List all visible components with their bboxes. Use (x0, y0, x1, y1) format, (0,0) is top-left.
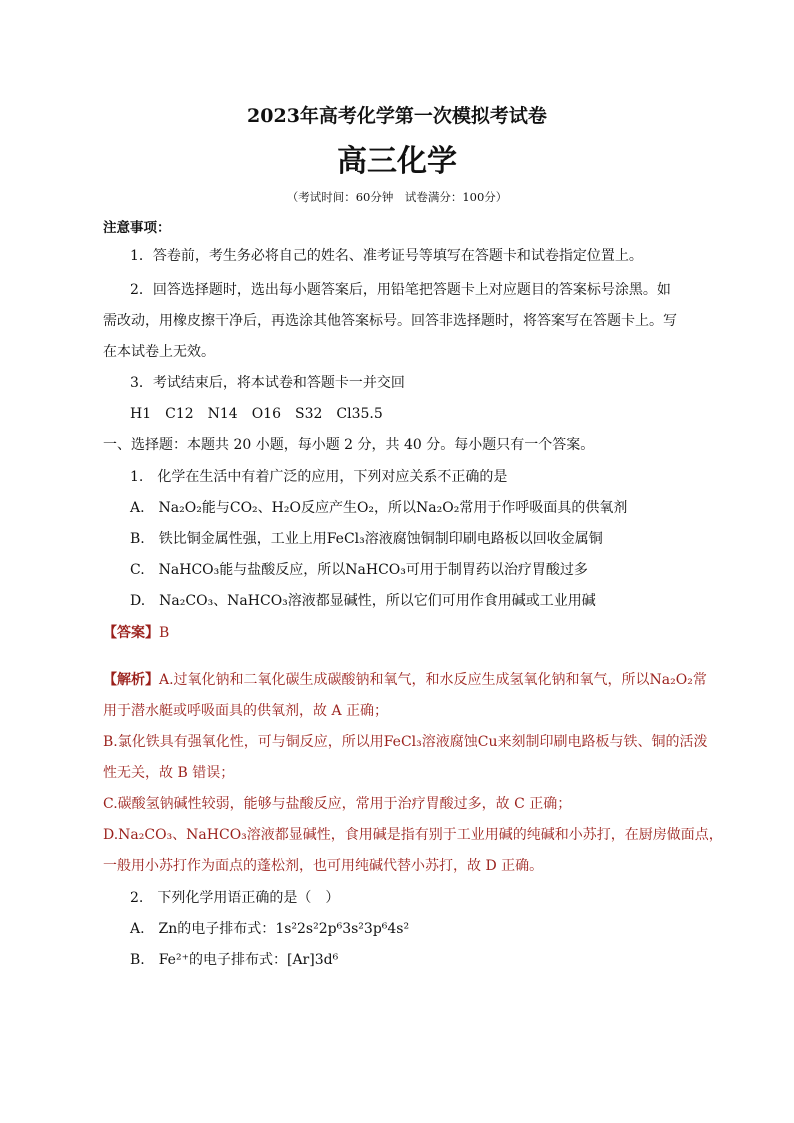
q1-analysis-c: C.碳酸氢钠碱性较弱，能够与盐酸反应，常用于治疗胃酸过多，故 C 正确； (103, 796, 572, 812)
q1-option-a: A. Na₂O₂能与CO₂、H₂O反应产生O₂，所以Na₂O₂常用于作呼吸面具的供氧剂 (130, 500, 628, 516)
q1-analysis-a (103, 670, 707, 690)
q1-option-b: B. 铁比铜金属性强，工业上用FeCl₃溶液腐蚀铜制印刷电路板以回收金属铜 (130, 531, 603, 547)
q1-analysis-d-cont: 一般用小苏打作为面点的蓬松剂，也可用纯碱代替小苏打，故 D 正确。 (103, 858, 544, 874)
question-1-stem: 1. 化学在生活中有着广泛的应用，下列对应关系不正确的是 (130, 469, 508, 485)
notice-item-1: 1．答卷前，考生务必将自己的姓名、准考证号等填写在答题卡和试卷指定位置上。 (130, 248, 643, 264)
q2-option-b (130, 950, 338, 970)
q1-analysis-b-cont: 性无关，故 B 错误； (103, 765, 235, 781)
section-heading: 一、选择题：本题共 20 小题，每小题 2 分，共 40 分。每小题只有一个答案。 (103, 437, 595, 453)
analysis-a-text: A.过氧化钠和二氧化碳生成碳酸钠和氧气，和水反应生成氢氧化钠和氧气，所以Na₂O₂常 (159, 672, 707, 688)
exam-title: 2023年高考化学第一次模拟考试卷 (247, 105, 547, 127)
q1-option-c: C. NaHCO₃能与盐酸反应，所以NaHCO₃可用于制胃药以治疗胃酸过多 (130, 562, 588, 578)
q2-option-a (130, 919, 409, 939)
q1-option-d: D. Na₂CO₃、NaHCO₃溶液都显碱性，所以它们可用作食用碱或工业用碱 (130, 593, 596, 609)
analysis-label: 【解析】 (103, 672, 159, 688)
question-2-stem: 2. 下列化学用语正确的是（ ） (130, 890, 340, 906)
notice-item-2-cont: 需改动，用橡皮擦干净后，再选涂其他答案标号。回答非选择题时，将答案写在答题卡上。写 (103, 313, 677, 329)
q2-option-a-formula: 1s²2s²2p⁶3s²3p⁶4s² (275, 921, 410, 937)
q2-option-a-label: A. Zn的电子排布式： (130, 921, 276, 937)
atomic-masses: H1 C12 N14 O16 S32 Cl35.5 (130, 406, 383, 422)
subject-title: 高三化学 (337, 144, 457, 179)
q1-analysis-b: B.氯化铁具有强氧化性，可与铜反应，所以用FeCl₃溶液腐蚀Cu来刻制印刷电路板与铁、铜的活泼 (103, 734, 708, 750)
q1-analysis-d: D.Na₂CO₃、NaHCO₃溶液都显碱性，食用碱是指有别于工业用碱的纯碱和小苏打，在厨房做面点， (103, 827, 723, 843)
q2-option-b-label: B. Fe²⁺的电子排布式： (130, 952, 287, 968)
notice-item-3: 3．考试结束后，将本试卷和答题卡一并交回 (130, 375, 405, 391)
notice-item-2-cont2: 在本试卷上无效。 (103, 344, 215, 360)
time-info: （考试时间：60分钟 试卷满分：100分） (286, 190, 508, 204)
q2-option-b-formula: [Ar]3d⁶ (286, 952, 339, 968)
notice-item-2: 2．回答选择题时，选出每小题答案后，用铅笔把答题卡上对应题目的答案标号涂黑。如 (130, 282, 671, 298)
answer-value: B (159, 625, 170, 641)
notice-heading: 注意事项： (103, 220, 171, 236)
answer-label: 【答案】 (103, 625, 159, 641)
q1-answer (103, 623, 169, 643)
q1-analysis-a-cont: 用于潜水艇或呼吸面具的供氧剂，故 A 正确； (103, 703, 389, 719)
